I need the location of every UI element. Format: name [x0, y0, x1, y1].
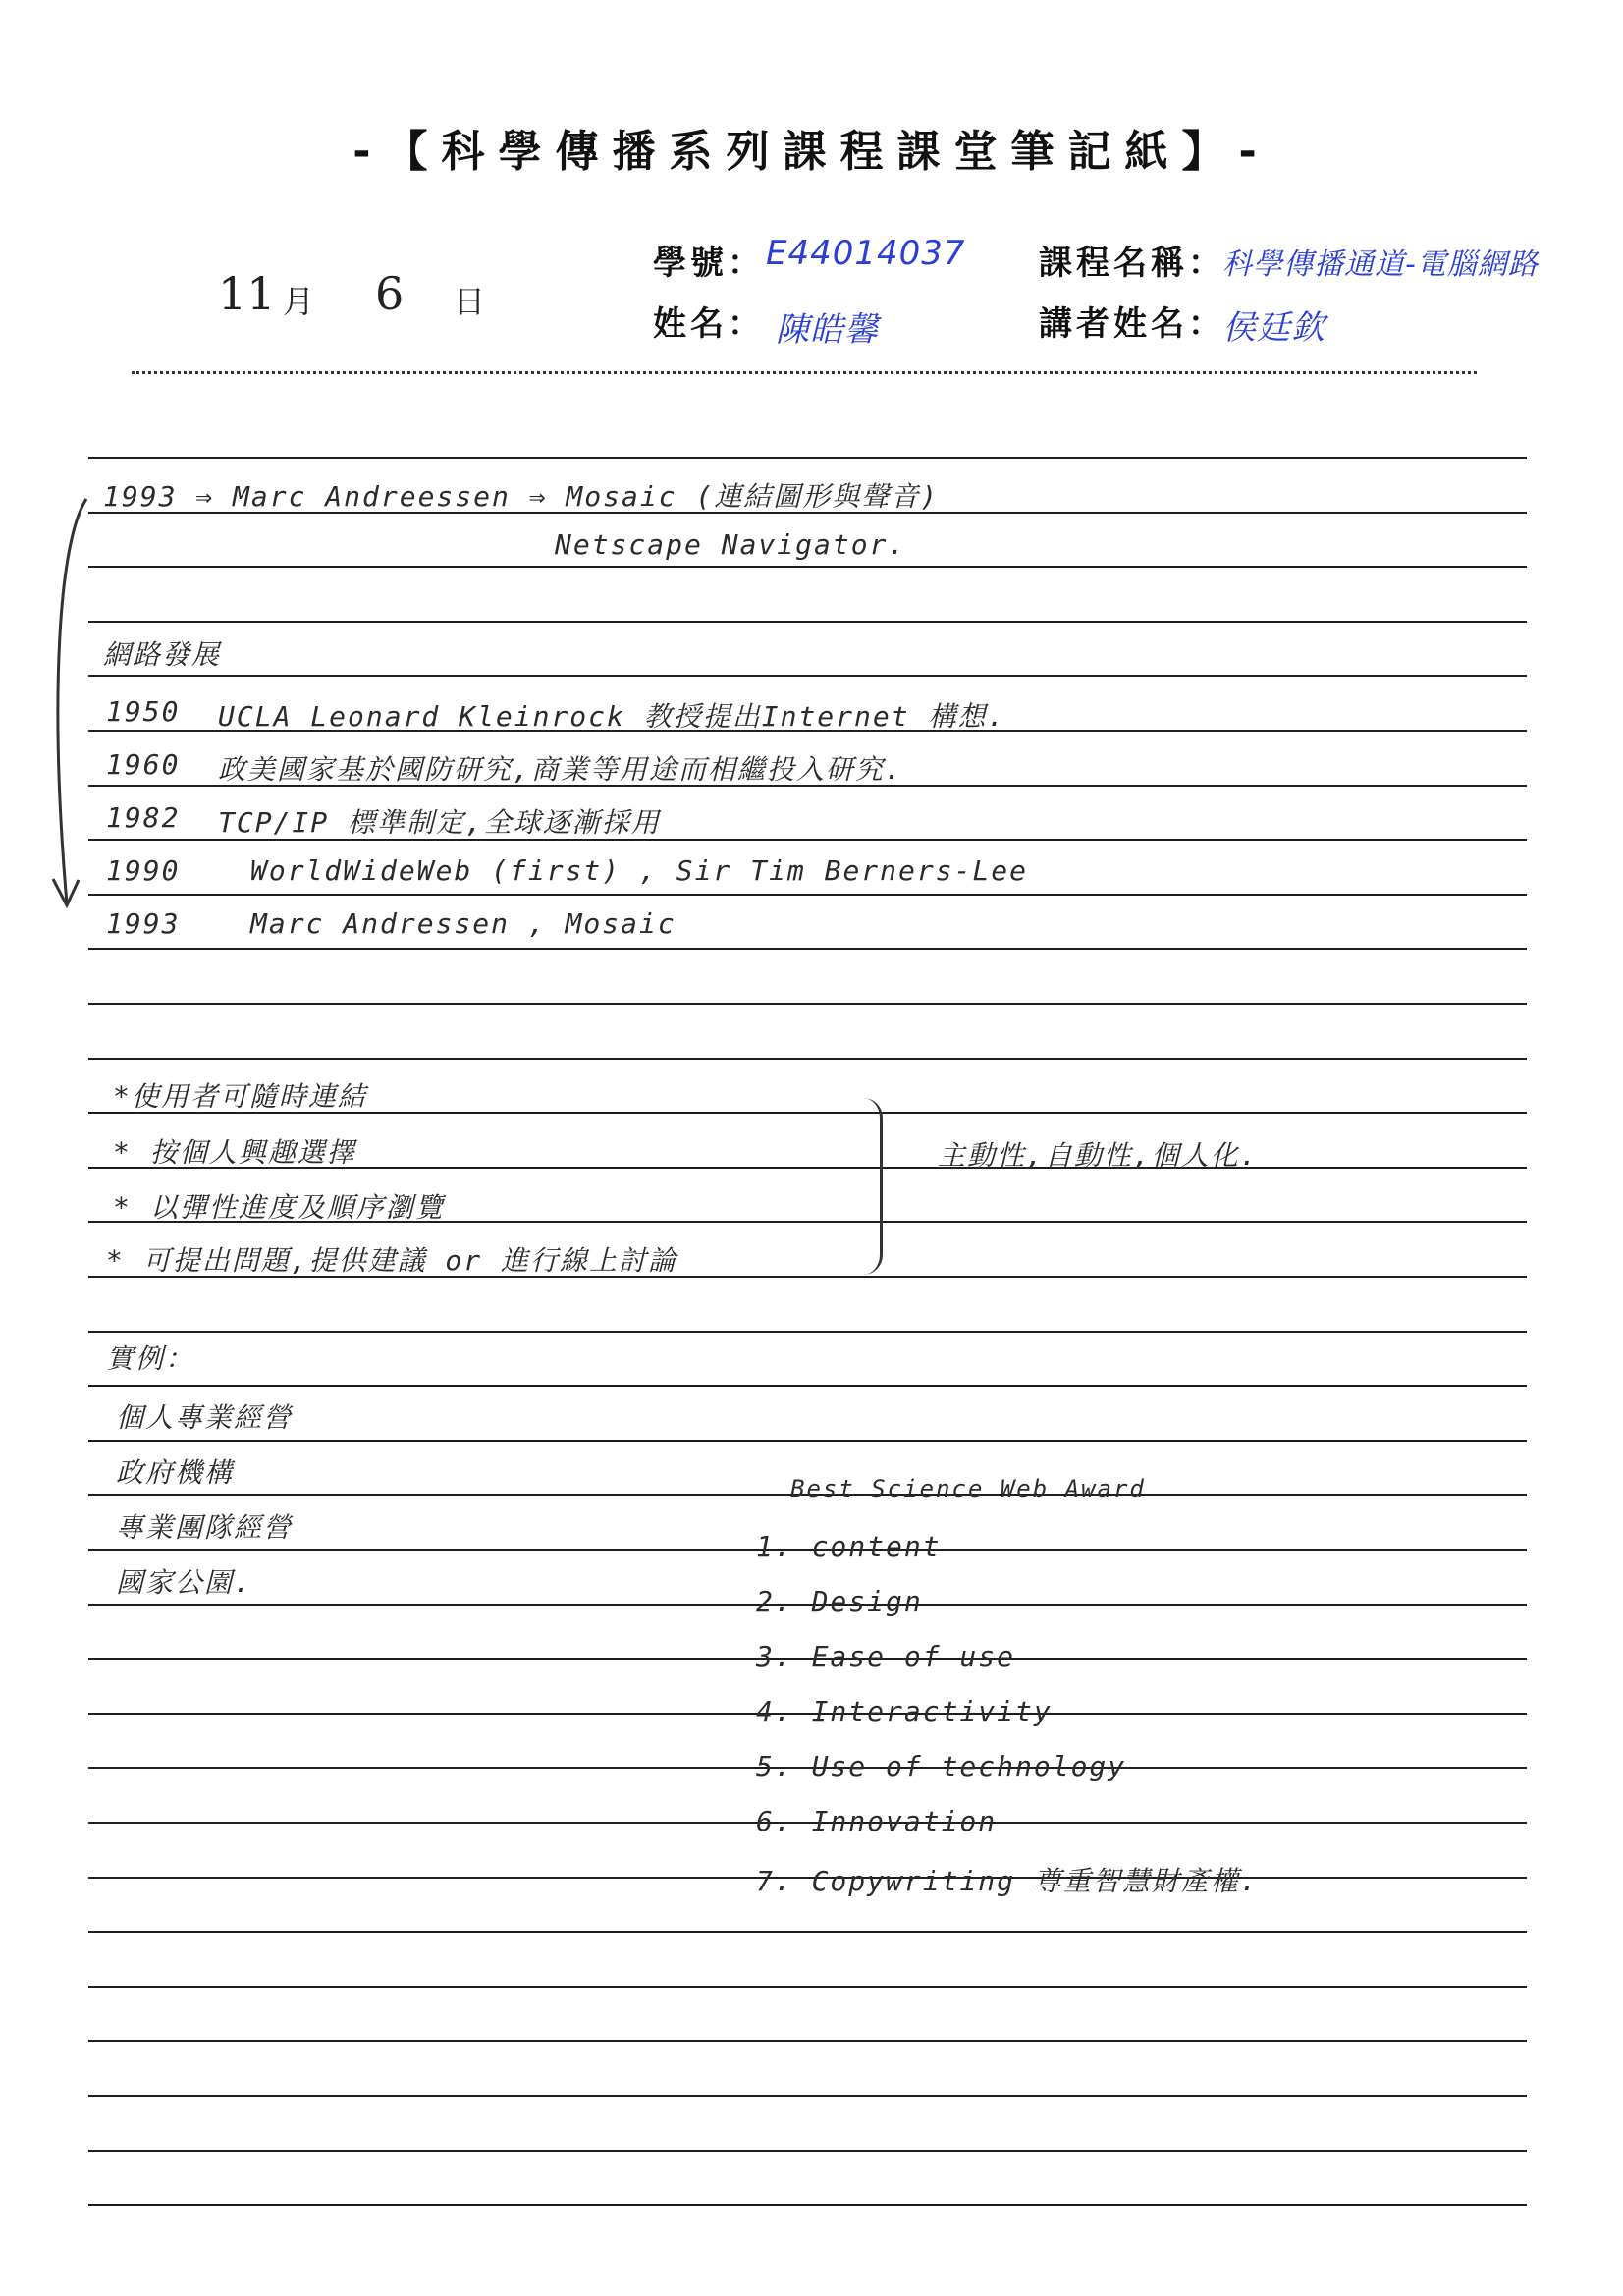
feature-item: * 以彈性進度及順序瀏覽 — [113, 1191, 445, 1224]
timeline-year: 1982 — [106, 801, 181, 834]
award-item: 2. Design — [756, 1585, 923, 1617]
examples-title: 實例： — [106, 1342, 195, 1375]
date-day: 6 — [375, 267, 405, 320]
timeline-text: WorldWideWeb (first) , Sir Tim Berners-Lee — [250, 854, 1029, 887]
speaker-value: 侯廷欽 — [1222, 308, 1325, 348]
award-item: 5. Use of technology — [756, 1750, 1127, 1782]
header-divider — [132, 371, 1477, 374]
timeline-text: UCLA Leonard Kleinrock 教授提出Internet 構想. — [218, 700, 1006, 733]
award-item: 3. Ease of use — [756, 1640, 1016, 1672]
section-title: 網路發展 — [103, 638, 222, 671]
example-item: 個人專業經營 — [116, 1401, 294, 1434]
timeline-arrow — [39, 481, 98, 923]
ruled-line — [88, 1331, 1527, 1333]
award-item: 4. Interactivity — [756, 1695, 1053, 1727]
student-id-label: 學號： — [653, 244, 765, 283]
award-title: Best Science Web Award — [790, 1475, 1146, 1503]
ruled-line — [88, 2040, 1527, 2042]
ruled-line — [88, 457, 1527, 459]
ruled-line — [88, 1003, 1527, 1005]
award-item: 1. content — [756, 1530, 942, 1562]
date-month-unit: 月 — [283, 283, 315, 320]
ruled-line — [88, 1385, 1527, 1387]
ruled-line — [88, 2150, 1527, 2152]
feature-item: *使用者可隨時連結 — [113, 1080, 367, 1113]
ruled-line — [88, 566, 1527, 568]
feature-item: * 可提出問題,提供建議 or 進行線上討論 — [106, 1244, 678, 1277]
ruled-line — [88, 948, 1527, 950]
name-value: 陳皓馨 — [776, 310, 879, 350]
timeline-year: 1993 — [106, 907, 181, 940]
ruled-line — [88, 894, 1527, 896]
feature-brace — [862, 1098, 883, 1275]
page-title: -【科學傳播系列課程課堂筆記紙】- — [352, 127, 1271, 177]
ruled-line — [88, 1058, 1527, 1060]
example-item: 專業團隊經營 — [116, 1511, 294, 1544]
timeline-year: 1950 — [106, 695, 181, 728]
ruled-line — [88, 1986, 1527, 1988]
name-label: 姓名： — [653, 304, 765, 344]
timeline-year: 1960 — [106, 748, 181, 781]
ruled-line — [88, 1440, 1527, 1442]
example-item: 國家公園. — [116, 1566, 252, 1599]
course-label: 課程名稱： — [1039, 244, 1225, 283]
award-item: 7. Copywriting 尊重智慧財產權. — [756, 1865, 1259, 1897]
note-line-2: Netscape Navigator. — [555, 528, 907, 561]
student-id-value: E44014037 — [766, 234, 966, 273]
features-summary: 主動性,自動性,個人化. — [938, 1139, 1259, 1172]
course-value: 科學傳播通道-電腦網路 — [1222, 247, 1539, 282]
date-day-unit: 日 — [454, 283, 486, 320]
timeline-text: TCP/IP 標準制定,全球逐漸採用 — [218, 806, 661, 839]
timeline-text: 政美國家基於國防研究,商業等用途而相繼投入研究. — [218, 753, 903, 786]
speaker-label: 講者姓名： — [1039, 304, 1225, 344]
ruled-line — [88, 1931, 1527, 1933]
award-item: 6. Innovation — [756, 1805, 998, 1837]
ruled-line — [88, 621, 1527, 623]
ruled-line — [88, 2204, 1527, 2206]
timeline-year: 1990 — [106, 854, 181, 887]
date-month: 11 — [218, 267, 276, 320]
ruled-line — [88, 675, 1527, 677]
timeline-text: Marc Andressen , Mosaic — [250, 907, 676, 940]
example-item: 政府機構 — [116, 1456, 235, 1489]
feature-item: * 按個人興趣選擇 — [113, 1136, 356, 1169]
ruled-line — [88, 2095, 1527, 2097]
note-line-1: 1993 ⇒ Marc Andreessen ⇒ Mosaic (連結圖形與聲音) — [103, 480, 940, 513]
